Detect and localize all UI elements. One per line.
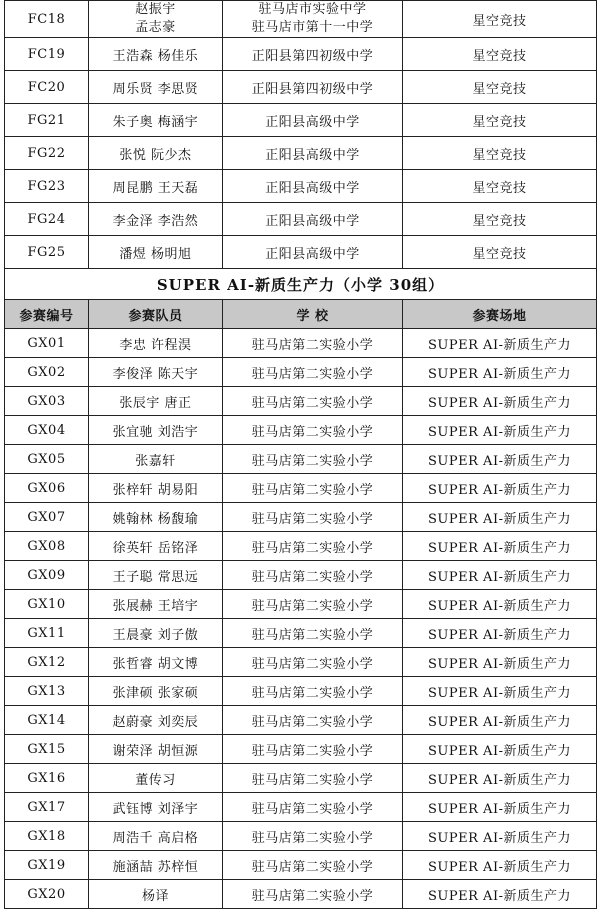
team-members: 张展赫 王培宇 [89, 590, 223, 619]
school-name: 正阳县高级中学 [223, 170, 403, 203]
member-name: 孟志豪 [135, 20, 176, 35]
school-name: 驻马店第二实验小学 [223, 503, 403, 532]
school-name: 驻马店第二实验小学 [223, 561, 403, 590]
school-name: 驻马店第二实验小学 [223, 474, 403, 503]
school-name: 正阳县第四初级中学 [223, 38, 403, 71]
team-code: GX05 [5, 445, 89, 474]
team-code: FG24 [5, 203, 89, 236]
team-code: GX13 [5, 677, 89, 706]
venue-name: SUPER AI-新质生产力 [403, 822, 597, 851]
table-row [5, 329, 597, 358]
team-code: FC18 [5, 1, 89, 38]
school-line: 驻马店市实验中学 [258, 2, 367, 17]
team-members [89, 1, 223, 38]
team-members: 张嘉轩 [89, 445, 223, 474]
table-row [5, 590, 597, 619]
team-members: 张哲睿 胡文博 [89, 648, 223, 677]
venue-name: SUPER AI-新质生产力 [403, 532, 597, 561]
table-row [5, 619, 597, 648]
header-members: 参赛队员 [89, 300, 223, 329]
table-row [5, 387, 597, 416]
team-members: 张津硕 张家硕 [89, 677, 223, 706]
member-name: 赵振宇 [135, 2, 176, 17]
school-name: 驻马店第二实验小学 [223, 358, 403, 387]
venue-name: SUPER AI-新质生产力 [403, 735, 597, 764]
team-code: GX07 [5, 503, 89, 532]
school-name: 驻马店第二实验小学 [223, 387, 403, 416]
table-row [5, 706, 597, 735]
team-members: 武钰博 刘泽宇 [89, 793, 223, 822]
team-members: 姚翰林 杨馥瑜 [89, 503, 223, 532]
table-row [5, 38, 597, 71]
table-row [5, 358, 597, 387]
venue-name: SUPER AI-新质生产力 [403, 358, 597, 387]
team-members: 杨译 [89, 880, 223, 909]
table-row [5, 793, 597, 822]
table-row [5, 532, 597, 561]
team-code: FG21 [5, 104, 89, 137]
venue-name: SUPER AI-新质生产力 [403, 764, 597, 793]
school-name: 驻马店第二实验小学 [223, 735, 403, 764]
school-name: 驻马店第二实验小学 [223, 445, 403, 474]
table-row [5, 648, 597, 677]
venue-name: SUPER AI-新质生产力 [403, 474, 597, 503]
venue-name: SUPER AI-新质生产力 [403, 561, 597, 590]
school-name: 驻马店第二实验小学 [223, 822, 403, 851]
school-name: 驻马店第二实验小学 [223, 851, 403, 880]
school-name: 驻马店第二实验小学 [223, 793, 403, 822]
team-members: 李忠 许程淏 [89, 329, 223, 358]
team-code: GX20 [5, 880, 89, 909]
team-code: GX04 [5, 416, 89, 445]
venue-name: 星空竞技 [403, 71, 597, 104]
venue-name: SUPER AI-新质生产力 [403, 329, 597, 358]
table-row [5, 203, 597, 236]
team-code: GX18 [5, 822, 89, 851]
table-row [5, 561, 597, 590]
school-name: 驻马店第二实验小学 [223, 648, 403, 677]
school-name: 驻马店第二实验小学 [223, 880, 403, 909]
school-name: 正阳县高级中学 [223, 137, 403, 170]
team-members: 董传习 [89, 764, 223, 793]
team-code: GX06 [5, 474, 89, 503]
team-code: GX02 [5, 358, 89, 387]
team-members: 徐英轩 岳铭泽 [89, 532, 223, 561]
team-members: 朱子奥 梅涵宇 [89, 104, 223, 137]
team-members: 王子聪 常思远 [89, 561, 223, 590]
table-row [5, 445, 597, 474]
venue-name: 星空竞技 [403, 203, 597, 236]
team-members: 施涵喆 苏梓恒 [89, 851, 223, 880]
table-row [5, 880, 597, 909]
table-row [5, 677, 597, 706]
team-code: GX17 [5, 793, 89, 822]
venue-name: SUPER AI-新质生产力 [403, 793, 597, 822]
team-code: GX03 [5, 387, 89, 416]
school-name [223, 1, 403, 38]
school-name: 驻马店第二实验小学 [223, 590, 403, 619]
header-venue: 参赛场地 [403, 300, 597, 329]
table-row [5, 104, 597, 137]
school-name: 驻马店第二实验小学 [223, 329, 403, 358]
team-members: 李俊泽 陈天宇 [89, 358, 223, 387]
team-members: 张宜驰 刘浩宇 [89, 416, 223, 445]
team-code: GX16 [5, 764, 89, 793]
venue-name: SUPER AI-新质生产力 [403, 619, 597, 648]
school-name: 驻马店第二实验小学 [223, 416, 403, 445]
team-members: 李金泽 李浩然 [89, 203, 223, 236]
header-row [5, 300, 597, 329]
team-code: FC19 [5, 38, 89, 71]
team-code: FG25 [5, 236, 89, 269]
table-row [5, 416, 597, 445]
team-code: GX15 [5, 735, 89, 764]
venue-name: SUPER AI-新质生产力 [403, 416, 597, 445]
table-row [5, 170, 597, 203]
team-members: 周乐贤 李思贤 [89, 71, 223, 104]
venue-name: SUPER AI-新质生产力 [403, 503, 597, 532]
team-members: 张悦 阮少杰 [89, 137, 223, 170]
school-name: 正阳县高级中学 [223, 236, 403, 269]
team-members: 王晨豪 刘子傲 [89, 619, 223, 648]
header-school: 学 校 [223, 300, 403, 329]
table-row [5, 851, 597, 880]
table-row [5, 71, 597, 104]
team-members: 谢荣泽 胡恒源 [89, 735, 223, 764]
school-name: 正阳县高级中学 [223, 104, 403, 137]
gx-rows [5, 329, 597, 909]
team-members: 周昆鹏 王天磊 [89, 170, 223, 203]
team-code: GX10 [5, 590, 89, 619]
team-code: GX19 [5, 851, 89, 880]
table-row [5, 137, 597, 170]
venue-name: 星空竞技 [403, 104, 597, 137]
registration-table [4, 0, 597, 909]
team-code: FG22 [5, 137, 89, 170]
venue-name: 星空竞技 [403, 170, 597, 203]
team-code: GX12 [5, 648, 89, 677]
venue-name: 星空竞技 [403, 38, 597, 71]
venue-name: 星空竞技 [403, 1, 597, 38]
team-code: FG23 [5, 170, 89, 203]
table-row [5, 764, 597, 793]
school-line: 驻马店市第十一中学 [251, 20, 374, 35]
table-row [5, 822, 597, 851]
team-code: GX11 [5, 619, 89, 648]
team-members: 潘煜 杨明旭 [89, 236, 223, 269]
venue-name: 星空竞技 [403, 137, 597, 170]
team-members: 张辰宇 唐正 [89, 387, 223, 416]
school-name: 驻马店第二实验小学 [223, 532, 403, 561]
team-code: GX14 [5, 706, 89, 735]
section-row [5, 269, 597, 300]
venue-name: SUPER AI-新质生产力 [403, 706, 597, 735]
team-members: 张梓轩 胡易阳 [89, 474, 223, 503]
school-name: 驻马店第二实验小学 [223, 677, 403, 706]
venue-name: SUPER AI-新质生产力 [403, 677, 597, 706]
table-row [5, 474, 597, 503]
venue-name: SUPER AI-新质生产力 [403, 387, 597, 416]
school-name: 驻马店第二实验小学 [223, 619, 403, 648]
team-code: GX09 [5, 561, 89, 590]
section-title: SUPER AI-新质生产力（小学 30组） [5, 269, 597, 300]
venue-name: SUPER AI-新质生产力 [403, 880, 597, 909]
school-name: 驻马店第二实验小学 [223, 706, 403, 735]
school-name: 正阳县高级中学 [223, 203, 403, 236]
team-members: 周浩千 高启格 [89, 822, 223, 851]
team-code: GX08 [5, 532, 89, 561]
school-name: 驻马店第二实验小学 [223, 764, 403, 793]
table-row [5, 1, 597, 38]
team-members: 王浩森 杨佳乐 [89, 38, 223, 71]
team-code: FC20 [5, 71, 89, 104]
venue-name: 星空竞技 [403, 236, 597, 269]
team-members: 赵蔚豪 刘奕辰 [89, 706, 223, 735]
venue-name: SUPER AI-新质生产力 [403, 851, 597, 880]
table-row [5, 236, 597, 269]
venue-name: SUPER AI-新质生产力 [403, 648, 597, 677]
table-row [5, 735, 597, 764]
venue-name: SUPER AI-新质生产力 [403, 445, 597, 474]
header-code: 参赛编号 [5, 300, 89, 329]
team-code: GX01 [5, 329, 89, 358]
table-row [5, 503, 597, 532]
venue-name: SUPER AI-新质生产力 [403, 590, 597, 619]
school-name: 正阳县第四初级中学 [223, 71, 403, 104]
